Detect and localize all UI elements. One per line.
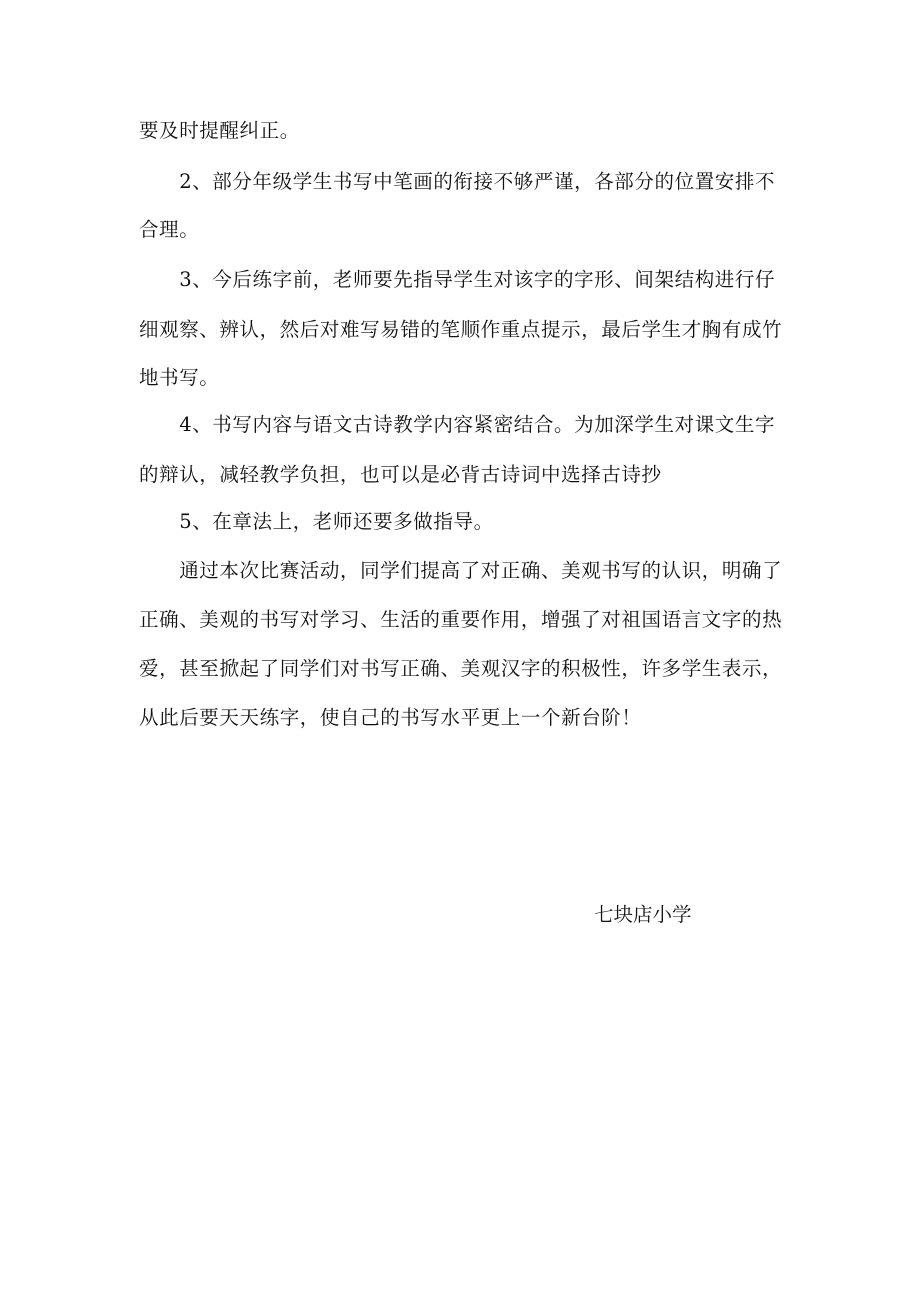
text-line: 从此后要天天练字，使自己的书写水平更上一个新台阶！ xyxy=(139,706,642,729)
text-line: 细观察、辨认，然后对难写易错的笔顺作重点提示，最后学生才胸有成竹 xyxy=(139,318,783,341)
text-line: 正确、美观的书写对学习、生活的重要作用，增强了对祖国语言文字的热 xyxy=(139,608,783,631)
signature: 七块店小学 xyxy=(594,903,692,926)
text-line: 合理。 xyxy=(139,218,200,241)
text-line: 的辩认，减轻教学负担，也可以是必背古诗词中选择古诗抄 xyxy=(139,463,662,486)
text-line: 爱，甚至掀起了同学们对书写正确、美观汉字的积极性，许多学生表示， xyxy=(139,657,783,680)
text-line: 通过本次比赛活动，同学们提高了对正确、美观书写的认识，明确了 xyxy=(139,559,783,582)
text-line: 地书写。 xyxy=(139,366,220,389)
text-line: 2、部分年级学生书写中笔画的衔接不够严谨，各部分的位置安排不 xyxy=(139,170,776,193)
text-line: 3、今后练字前，老师要先指导学生对该字的字形、间架结构进行仔 xyxy=(139,268,776,291)
text-line: 要及时提醒纠正。 xyxy=(139,119,300,142)
text-line: 4、书写内容与语文古诗教学内容紧密结合。为加深学生对课文生字 xyxy=(139,413,776,436)
text-line: 5、在章法上，老师还要多做指导。 xyxy=(139,510,494,533)
